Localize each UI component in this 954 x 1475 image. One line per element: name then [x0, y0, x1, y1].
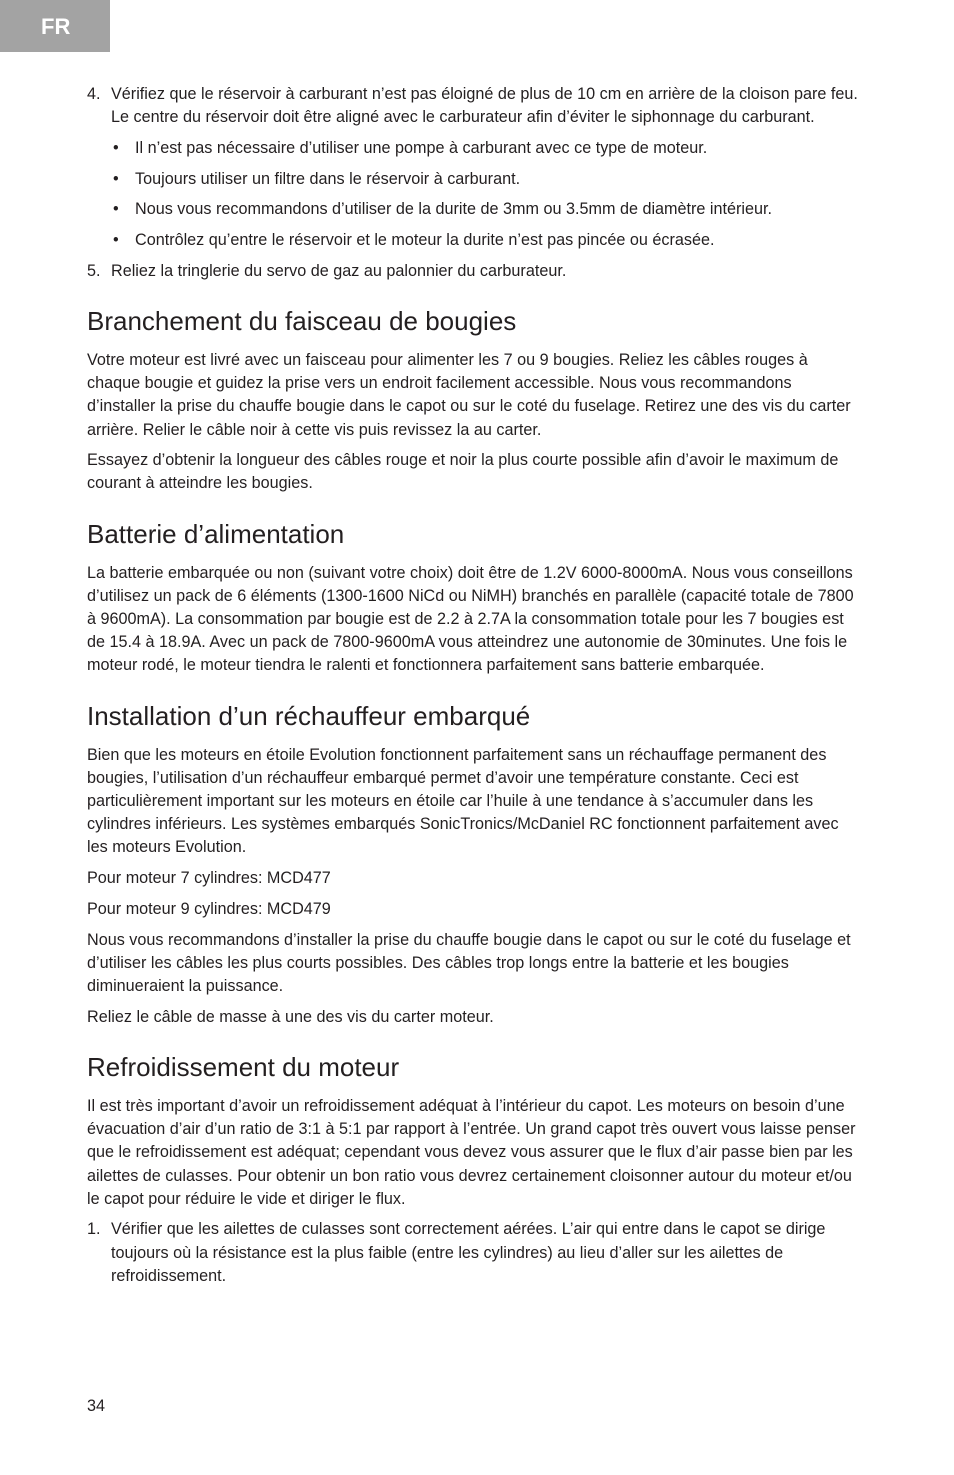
paragraph: Bien que les moteurs en étoile Evolution fonctionnent parfaitement sans un réchauffage permanent des bougies, l’utilisation d’un réchauffeur embarqué permet d’avoir une température constante. Ceci est particulièrement important sur les moteurs en étoile car l’huile à une tendance à s’accumuler dans les cylindres inférieurs. Les systèmes embarqués SonicTronics/McDaniel RC fonctionnent parfaitement avec les moteurs Evolution. — [87, 745, 839, 857]
section-heading-batterie: Batterie d’alimentation — [87, 518, 345, 549]
list-item-5 — [87, 260, 863, 283]
page-number: 34 — [87, 1397, 106, 1415]
list-number: 4. — [87, 85, 101, 103]
paragraph: Votre moteur est livré avec un faisceau pour alimenter les 7 ou 9 bougies. Reliez les câbles rouges à chaque bougie et guidez la prise vers un endroit facilement accessible. Nous vous recommandons d’installer la prise du chauffe bougie dans le capot ou sur le coté du fuselage. Retirez une des vis du carter arrière. Relier le câble noir à cette vis puis revissez la au carter. — [87, 350, 851, 439]
bullet-text: Nous vous recommandons d’utiliser de la durite de 3mm ou 3.5mm de diamètre intérieur. — [135, 200, 773, 219]
bullet-icon: • — [113, 169, 119, 188]
list-item-text: Vérifiez que le réservoir à carburant n’est pas éloigné de plus de 10 cm en arrière de la cloison pare feu. Le centre du réservoir doit être aligné avec le carburateur afin d’éviter le siphonnage du carburant. — [111, 85, 858, 127]
paragraph: Essayez d’obtenir la longueur des câbles rouge et noir la plus courte possible afin d’avoir le maximum de courant à atteindre les bougies. — [87, 451, 839, 493]
paragraph: Reliez le câble de masse à une des vis du carter moteur. — [87, 1007, 494, 1026]
bullet-icon: • — [113, 138, 119, 157]
language-tab: FR — [0, 0, 110, 52]
bullet-icon: • — [113, 200, 119, 219]
bullet-text: Toujours utiliser un filtre dans le réservoir à carburant. — [135, 169, 521, 188]
bullet-icon: • — [113, 231, 119, 250]
list-number: 5. — [87, 261, 101, 280]
bullet-list — [87, 137, 863, 252]
section-heading-rechauffeur: Installation d’un réchauffeur embarqué — [87, 700, 531, 731]
bullet-text: Contrôlez qu’entre le réservoir et le moteur la durite n’est pas pincée ou écrasée. — [135, 231, 715, 250]
paragraph: Pour moteur 9 cylindres: MCD479 — [87, 899, 331, 918]
list-item-4 — [87, 83, 863, 129]
list-item-text: Reliez la tringlerie du servo de gaz au palonnier du carburateur. — [111, 261, 567, 280]
bullet-item — [111, 168, 863, 191]
section-heading-faisceau: Branchement du faisceau de bougies — [87, 305, 517, 336]
paragraph: Pour moteur 7 cylindres: MCD477 — [87, 869, 331, 888]
paragraph: La batterie embarquée ou non (suivant votre choix) doit être de 1.2V 6000-8000mA. Nous vous conseillons d’utilisez un pack de 6 éléments (1300-1600 NiCd ou NiMH) branchés en parallèle (capacité totale de 7800 à 9600mA). La consommation par bougie est de 2.2 à 2.7A la consommation totale pour les 7 bougies est de 15.4 à 18.9A. Avec un pack de 7800-9600mA vous atteindrez une autonomie de 30minutes. Une fois le moteur rodé, le moteur tiendra le ralenti et fonctionnera parfaitement sans batterie embarquée. — [87, 563, 854, 675]
section-heading-refroidissement: Refroidissement du moteur — [87, 1051, 400, 1082]
bullet-text: Il n’est pas nécessaire d’utiliser une pompe à carburant avec ce type de moteur. — [135, 138, 708, 157]
page-content — [87, 83, 863, 1296]
list-number: 1. — [87, 1220, 101, 1239]
bullet-item — [111, 229, 863, 252]
paragraph: Il est très important d’avoir un refroidissement adéquat à l’intérieur du capot. Les moteurs on besoin d’une évacuation d’air d’un ratio de 3:1 à 5:1 par rapport à l’entrée. Un grand capot très ouvert vous laisse penser que le refroidissement est adéquat; cependant vous devez vous assurer que le flux d’air passe bien par les ailettes de culasses. Pour obtenir un bon ratio vous devrez certainement cloisonner autour du moteur et/ou le capot pour réduire le vide et diriger le flux. — [87, 1096, 856, 1208]
bullet-item — [111, 137, 863, 160]
list-item-1 — [87, 1218, 863, 1288]
list-item-text: Vérifier que les ailettes de culasses sont correctement aérées. L’air qui entre dans le capot se dirige toujours où la résistance est la plus faible (entre les cylindres) au lieu d’aller sur les ailettes de refroidissement. — [111, 1220, 826, 1285]
paragraph: Nous vous recommandons d’installer la prise du chauffe bougie dans le capot ou sur le coté du fuselage et d’utiliser les câbles les plus courts possibles. Des câbles trop longs entre la batterie et les bougies diminueraient la puissance. — [87, 930, 851, 995]
bullet-item — [111, 198, 863, 221]
